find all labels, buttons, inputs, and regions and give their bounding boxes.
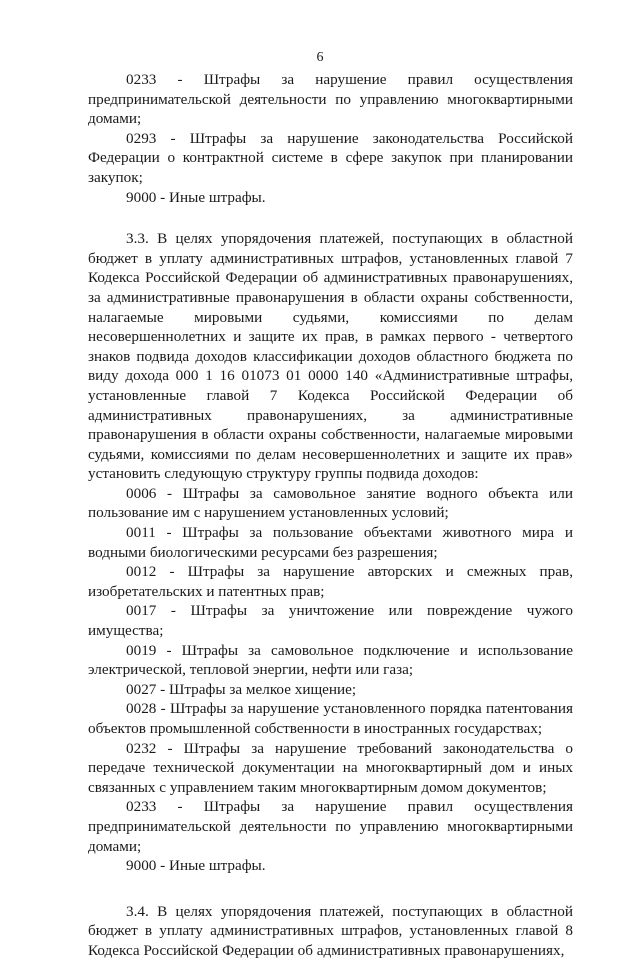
paragraph: 9000 - Иные штрафы. xyxy=(126,188,266,206)
spacer xyxy=(88,207,573,229)
page-number: 6 xyxy=(316,50,324,65)
document-body xyxy=(88,70,573,961)
list-item: 0233 - Штрафы за нарушение правил осуществления предпринимательской деятельности по управлению многоквартирными домами; xyxy=(88,798,573,855)
list-item: 0232 - Штрафы за нарушение требований законодательства о передаче технической документации на многоквартирный дом и иных связанных с управлением таким многоквартирным домом документов; xyxy=(88,739,573,796)
list-item: 0017 - Штрафы за уничтожение или повреждение чужого имущества; xyxy=(88,602,573,640)
list-item: 0027 - Штрафы за мелкое хищение; xyxy=(126,680,357,698)
list-item: 9000 - Иные штрафы. xyxy=(126,857,266,875)
section-3-4-intro: 3.4. В целях упорядочения платежей, поступающих в областной бюджет в уплату административных штрафов, установленных главой 8 Кодекса Российской Федерации об административных правонарушениях, xyxy=(88,902,573,959)
list-item: 0028 - Штрафы за нарушение установленного порядка патентования объектов промышленной собственности в иностранных государствах; xyxy=(88,700,573,737)
spacer xyxy=(88,876,573,902)
list-item: 0019 - Штрафы за самовольное подключение и использование электрической, тепловой энергии, нефти или газа; xyxy=(88,641,573,679)
list-item: 0011 - Штрафы за пользование объектами животного мира и водными биологическими ресурсами без разрешения; xyxy=(88,524,573,561)
list-item: 0006 - Штрафы за самовольное занятие водного объекта или пользование им с нарушением установленных условий; xyxy=(88,484,573,522)
section-3-3-intro: 3.3. В целях упорядочения платежей, поступающих в областной бюджет в уплату административных штрафов, установленных главой 7 Кодекса Российской Федерации об административных правонарушениях, за административные правонарушения в области охраны собственности, налагаемые мировыми судьями, комиссиями по делам несовершеннолетних и защите их прав, в рамках первого - четвертого знаков подвида доходов классификации доходов областного бюджета по виду дохода 000 1 16 01073 01 0000 140 «Административные штрафы, установленные главой 7 Кодекса Российской Федерации об административных правонарушениях, за административные правонарушения в области охраны собственности, налагаемые мировыми судьями, комиссиями по делам несовершеннолетних и защите их прав» установить следующую структуру группы подвида доходов: xyxy=(88,230,573,483)
paragraph: 0233 - Штрафы за нарушение правил осуществления предпринимательской деятельности по управлению многоквартирными домами; xyxy=(88,71,573,128)
paragraph: 0293 - Штрафы за нарушение законодательства Российской Федерации о контрактной системе в сфере закупок при планировании закупок; xyxy=(88,129,573,186)
list-item: 0012 - Штрафы за нарушение авторских и смежных прав, изобретательских и патентных прав; xyxy=(88,563,573,600)
